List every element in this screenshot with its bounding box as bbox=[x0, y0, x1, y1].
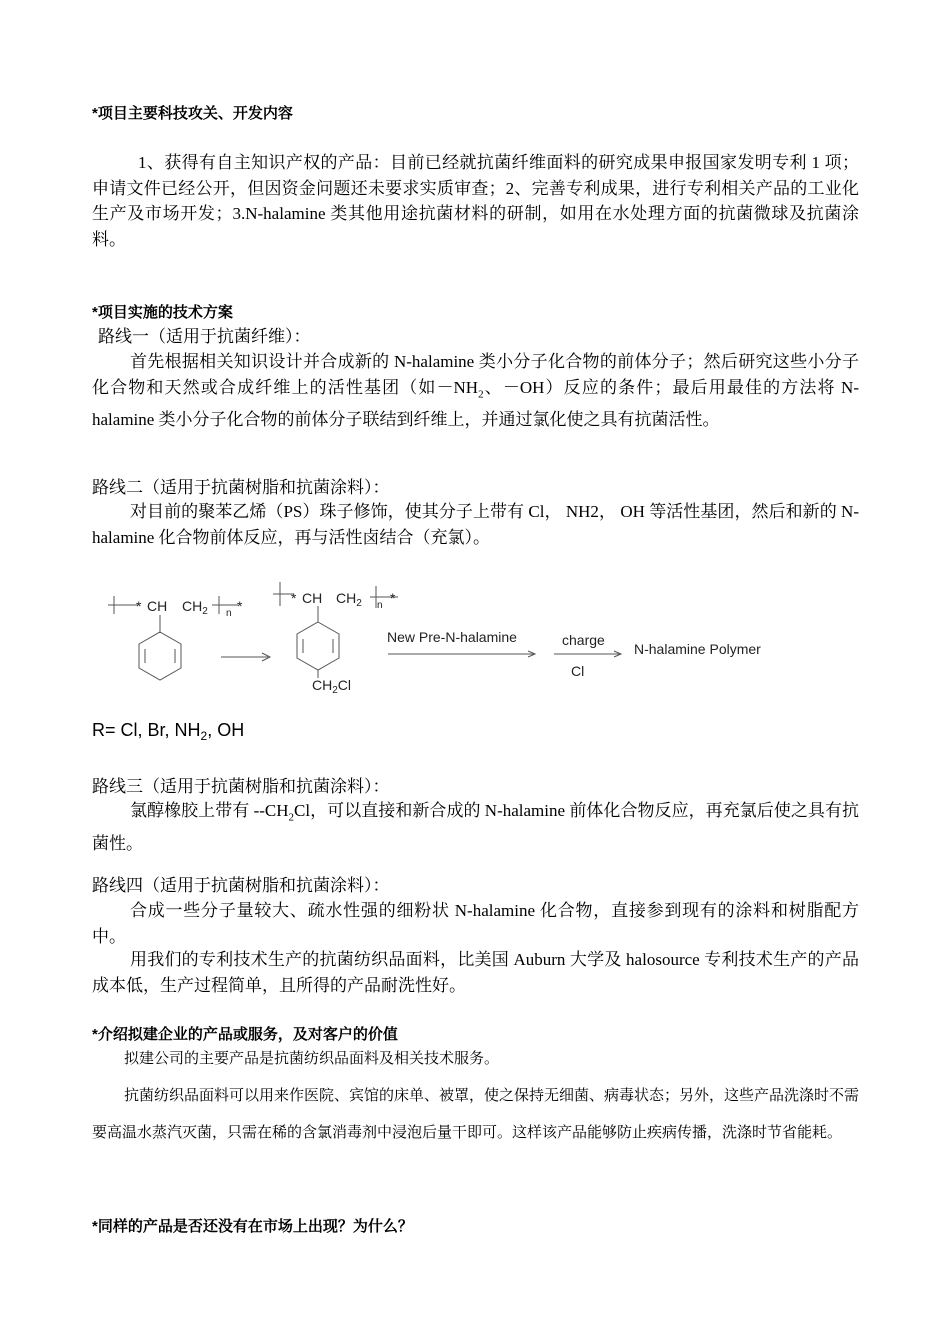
route1-text-a: 首先根据相关知识设计并合成新的 N-halamine 类小分子化合物的前体分子；然后研究这些小分子化合物和天然或合成纤维上的活性基团（如－NH bbox=[92, 352, 859, 397]
scheme-star-3: * bbox=[291, 590, 297, 606]
scheme-star-1: * bbox=[136, 598, 142, 614]
advantage-paragraph: 用我们的专利技术生产的抗菌纺织品面料，比美国 Auburn 大学及 halosource 专利技术生产的产品成本低，生产过程简单，且所得的产品耐洗性好。 bbox=[92, 950, 859, 995]
scheme-step-charge: charge bbox=[562, 632, 605, 648]
route3-text-a: 氯醇橡胶上带有 --CH bbox=[130, 801, 289, 820]
scheme-star-4: * bbox=[390, 590, 396, 606]
scheme-n-1: n bbox=[226, 608, 232, 619]
scheme-step-new-pre-n-halamine: New Pre-N-halamine bbox=[387, 629, 517, 645]
route3-title: 路线三（适用于抗菌树脂和抗菌涂料）： bbox=[92, 777, 390, 796]
scheme-ch2-2-text: CH bbox=[336, 590, 357, 606]
scheme-r-suffix: , OH bbox=[207, 720, 245, 740]
paragraph-rd-content: 1、获得有自主知识产权的产品：目前已经就抗菌纤维面料的研究成果申报国家发明专利 1 项；申请文件已经公开，但因资金问题还未要求实质审查；2、完善专利成果，进行专利相关产品的工业化生产及市场开发；3.N-halamine 类其他用途抗菌材料的研制，如用在水处理方面的抗菌微球及抗菌涂料。 bbox=[92, 153, 859, 249]
scheme-ch2cl-tail: Cl bbox=[337, 677, 352, 693]
products-paragraph-2: 抗菌纺织品面料可以用来作医院、宾馆的床单、被罩，使之保持无细菌、病毒状态；另外，这些产品洗涤时不需要高温水蒸汽灭菌，只需在稀的含氯消毒剂中浸泡后量干即可。这样该产品能够防止疾病传播，洗涤时节省能耗。 bbox=[92, 1088, 860, 1141]
scheme-ch2cl bbox=[312, 677, 351, 696]
scheme-ch2-1-text: CH bbox=[182, 598, 203, 614]
route4-title: 路线四（适用于抗菌树脂和抗菌涂料）： bbox=[92, 876, 390, 895]
scheme-step-cl: Cl bbox=[571, 663, 585, 679]
scheme-ch-1: CH bbox=[147, 598, 168, 614]
route2-paragraph: 对目前的聚苯乙烯（PS）珠子修饰，使其分子上带有 Cl， NH2， OH 等活性基团，然后和新的 N-halamine 化合物前体反应，再与活性卤结合（充氯）。 bbox=[92, 502, 859, 547]
section-heading-technical-plan: *项目实施的技术方案 bbox=[92, 304, 233, 321]
scheme-product-label: N-halamine Polymer bbox=[634, 641, 761, 657]
route3-paragraph bbox=[92, 798, 859, 856]
products-paragraph-1: 拟建公司的主要产品是抗菌纺织品面料及相关技术服务。 bbox=[124, 1051, 500, 1067]
scheme-n-2: n bbox=[377, 600, 383, 611]
section-heading-market: *同样的产品是否还没有在市场上出现？为什么？ bbox=[92, 1218, 413, 1235]
scheme-ch2-1 bbox=[182, 598, 208, 617]
scheme-ch-2: CH bbox=[302, 590, 323, 606]
route3-text-b: Cl，可以直接和新合成的 N-halamine 前体化合物反应，再充氯后使之具有抗菌性。 bbox=[92, 801, 859, 853]
scheme-ch2cl-text: CH bbox=[312, 677, 333, 693]
scheme-r-groups bbox=[92, 720, 244, 743]
scheme-r-sub: 2 bbox=[200, 729, 208, 743]
scheme-r-prefix: R= Cl, Br, NH bbox=[92, 720, 201, 740]
section-heading-products: *介绍拟建企业的产品或服务，及对客户的价值 bbox=[92, 1026, 398, 1043]
scheme-ch2-2 bbox=[336, 590, 362, 609]
route4-paragraph: 合成一些分子量较大、疏水性强的细粉状 N-halamine 化合物，直接参到现有的涂料和树脂配方中。 bbox=[92, 901, 859, 946]
route3-subscript: 2 bbox=[288, 811, 295, 824]
route1-paragraph bbox=[92, 349, 859, 433]
route1-subscript: 2 bbox=[478, 387, 484, 400]
scheme-ch2-1-sub: 2 bbox=[202, 606, 208, 617]
scheme-star-2: * bbox=[237, 598, 243, 614]
scheme-ch2-2-sub: 2 bbox=[356, 598, 362, 609]
section-heading-rd-content: *项目主要科技攻关、开发内容 bbox=[92, 105, 293, 122]
scheme-ch2cl-sub: 2 bbox=[332, 685, 338, 696]
route1-text-b: 、－OH）反应的条件；最后用最佳的方法将 N-halamine 类小分子化合物的前体分子联结到纤维上，并通过氯化使之具有抗菌活性。 bbox=[92, 377, 859, 430]
route1-title: 路线一（适用于抗菌纤维）： bbox=[98, 327, 311, 346]
route2-title: 路线二（适用于抗菌树脂和抗菌涂料）： bbox=[92, 478, 390, 497]
